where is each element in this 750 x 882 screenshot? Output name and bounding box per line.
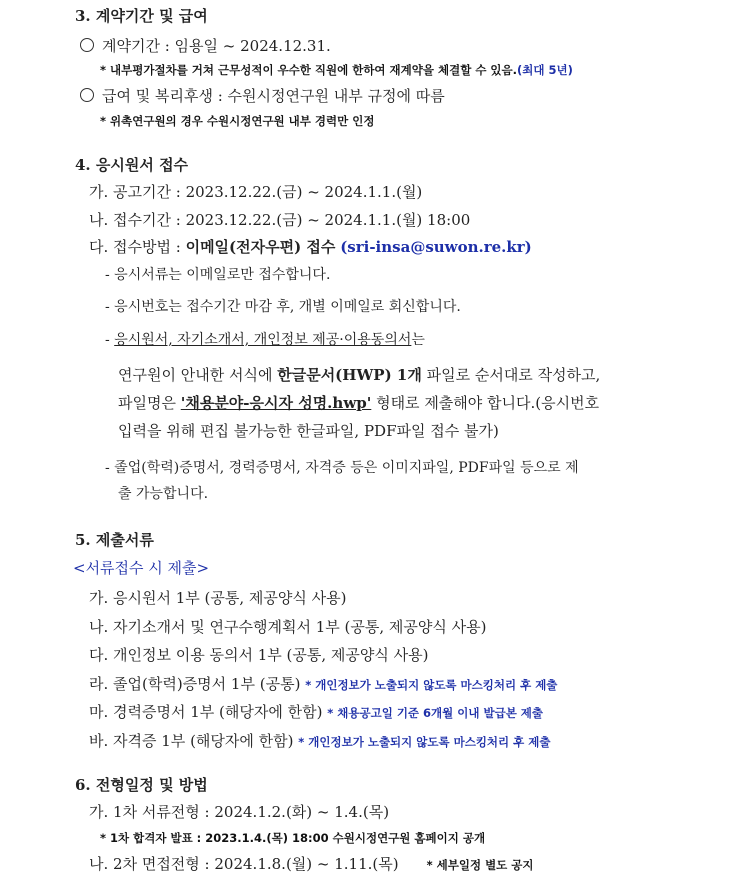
doc-license [89, 734, 550, 749]
interview-text: 나. 2차 면접전형 : 2024.1.8.(월) ~ 1.11.(목) [89, 855, 399, 873]
doc-career-cert [89, 705, 543, 720]
schedule-note: * 세부일정 별도 공지 [426, 858, 534, 872]
required-docs-line [105, 333, 425, 347]
submission-subtitle: <서류접수 시 제출> [73, 559, 210, 577]
required-docs-end: 는 [411, 332, 425, 348]
notice-period: 가. 공고기간 : 2023.12.22.(금) ~ 2024.1.1.(월) [89, 183, 423, 201]
filename-label: 파일명은 [118, 394, 181, 412]
salary-text: 급여 및 복리후생 : 수원시정연구원 내부 규정에 따름 [102, 87, 445, 105]
first-result-note: * 1차 합격자 발표 : 2023.1.4.(목) 18:00 수원시정연구원 홈페이지 공개 [100, 831, 486, 845]
second-interview [89, 857, 534, 872]
doc-graduation-cert [89, 677, 557, 692]
application-period: 나. 접수기간 : 2023.12.22.(금) ~ 2024.1.1.(월) 18:00 [89, 211, 471, 229]
first-screening: 가. 1차 서류전형 : 2024.1.2.(화) ~ 1.4.(목) [89, 803, 390, 821]
format-text-end: 파일로 순서대로 작성하고, [421, 366, 601, 384]
email-only-line: - 응시서류는 이메일로만 접수합니다. [105, 267, 331, 283]
career-cert-text: 마. 경력증명서 1부 (해당자에 한함) [89, 703, 323, 721]
reappointment-note-text: * 내부평가절차를 거쳐 근무성적이 우수한 직원에 한하여 재계약을 체결할 수 있음. [100, 63, 518, 77]
dash: - [105, 332, 115, 348]
section-3-title: 3. 계약기간 및 급여 [75, 7, 208, 25]
application-email-link[interactable]: (sri-insa@suwon.re.kr) [340, 238, 532, 256]
hwp-format: 한글문서(HWP) 1개 [277, 366, 422, 384]
reappointment-note [100, 65, 573, 77]
certificates-line-2: 출 가능합니다. [118, 486, 209, 502]
filename-text-end: 형태로 제출해야 합니다.(응시번호 [371, 394, 600, 412]
section-5-title: 5. 제출서류 [75, 531, 154, 549]
method-value: 이메일(전자우편) 접수 [185, 238, 336, 256]
salary-item [80, 88, 445, 104]
required-docs-underlined: 응시원서, 자기소개서, 개인정보 제공·이용동의서 [114, 332, 412, 348]
contract-period-item [80, 38, 331, 54]
graduation-cert-text: 라. 졸업(학력)증명서 1부 (공통) [89, 675, 301, 693]
filename-format: '채용분야-응시자 성명.hwp' [180, 394, 372, 412]
career-note: * 위촉연구원의 경우 수원시정연구원 내부 경력만 인정 [100, 114, 375, 128]
doc-self-introduction: 나. 자기소개서 및 연구수행계획서 1부 (공통, 제공양식 사용) [89, 618, 487, 636]
doc-application-form: 가. 응시원서 1부 (공통, 제공양식 사용) [89, 589, 347, 607]
max-years-label: (최대 5년) [517, 63, 573, 77]
section-6-title: 6. 전형일정 및 방법 [75, 776, 208, 794]
issue-date-note: * 채용공고일 기준 6개월 이내 발급본 제출 [327, 706, 544, 720]
method-label: 다. 접수방법 : [89, 238, 186, 256]
section-4-title: 4. 응시원서 접수 [75, 156, 189, 174]
masking-note: * 개인정보가 노출되지 않도록 마스킹처리 후 제출 [298, 735, 551, 749]
doc-privacy-consent: 다. 개인정보 이용 동의서 1부 (공통, 제공양식 사용) [89, 646, 429, 664]
circle-bullet-icon [80, 88, 94, 102]
circle-bullet-icon [80, 38, 94, 52]
format-paragraph-line-3: 입력을 위해 편집 불가능한 한글파일, PDF파일 접수 불가) [118, 422, 499, 440]
format-text: 연구원이 안내한 서식에 [118, 366, 278, 384]
certificates-line-1: - 졸업(학력)증명서, 경력증명서, 자격증 등은 이미지파일, PDF파일 등으로 제 [105, 460, 579, 476]
contract-period-text: 계약기간 : 임용일 ~ 2024.12.31. [102, 37, 331, 55]
license-text: 바. 자격증 1부 (해당자에 한함) [89, 732, 294, 750]
format-paragraph-line-1 [118, 368, 600, 383]
applicant-number-line: - 응시번호는 접수기간 마감 후, 개별 이메일로 회신합니다. [105, 299, 461, 315]
masking-note: * 개인정보가 노출되지 않도록 마스킹처리 후 제출 [305, 678, 558, 692]
application-method [89, 240, 532, 255]
format-paragraph-line-2 [118, 396, 599, 411]
